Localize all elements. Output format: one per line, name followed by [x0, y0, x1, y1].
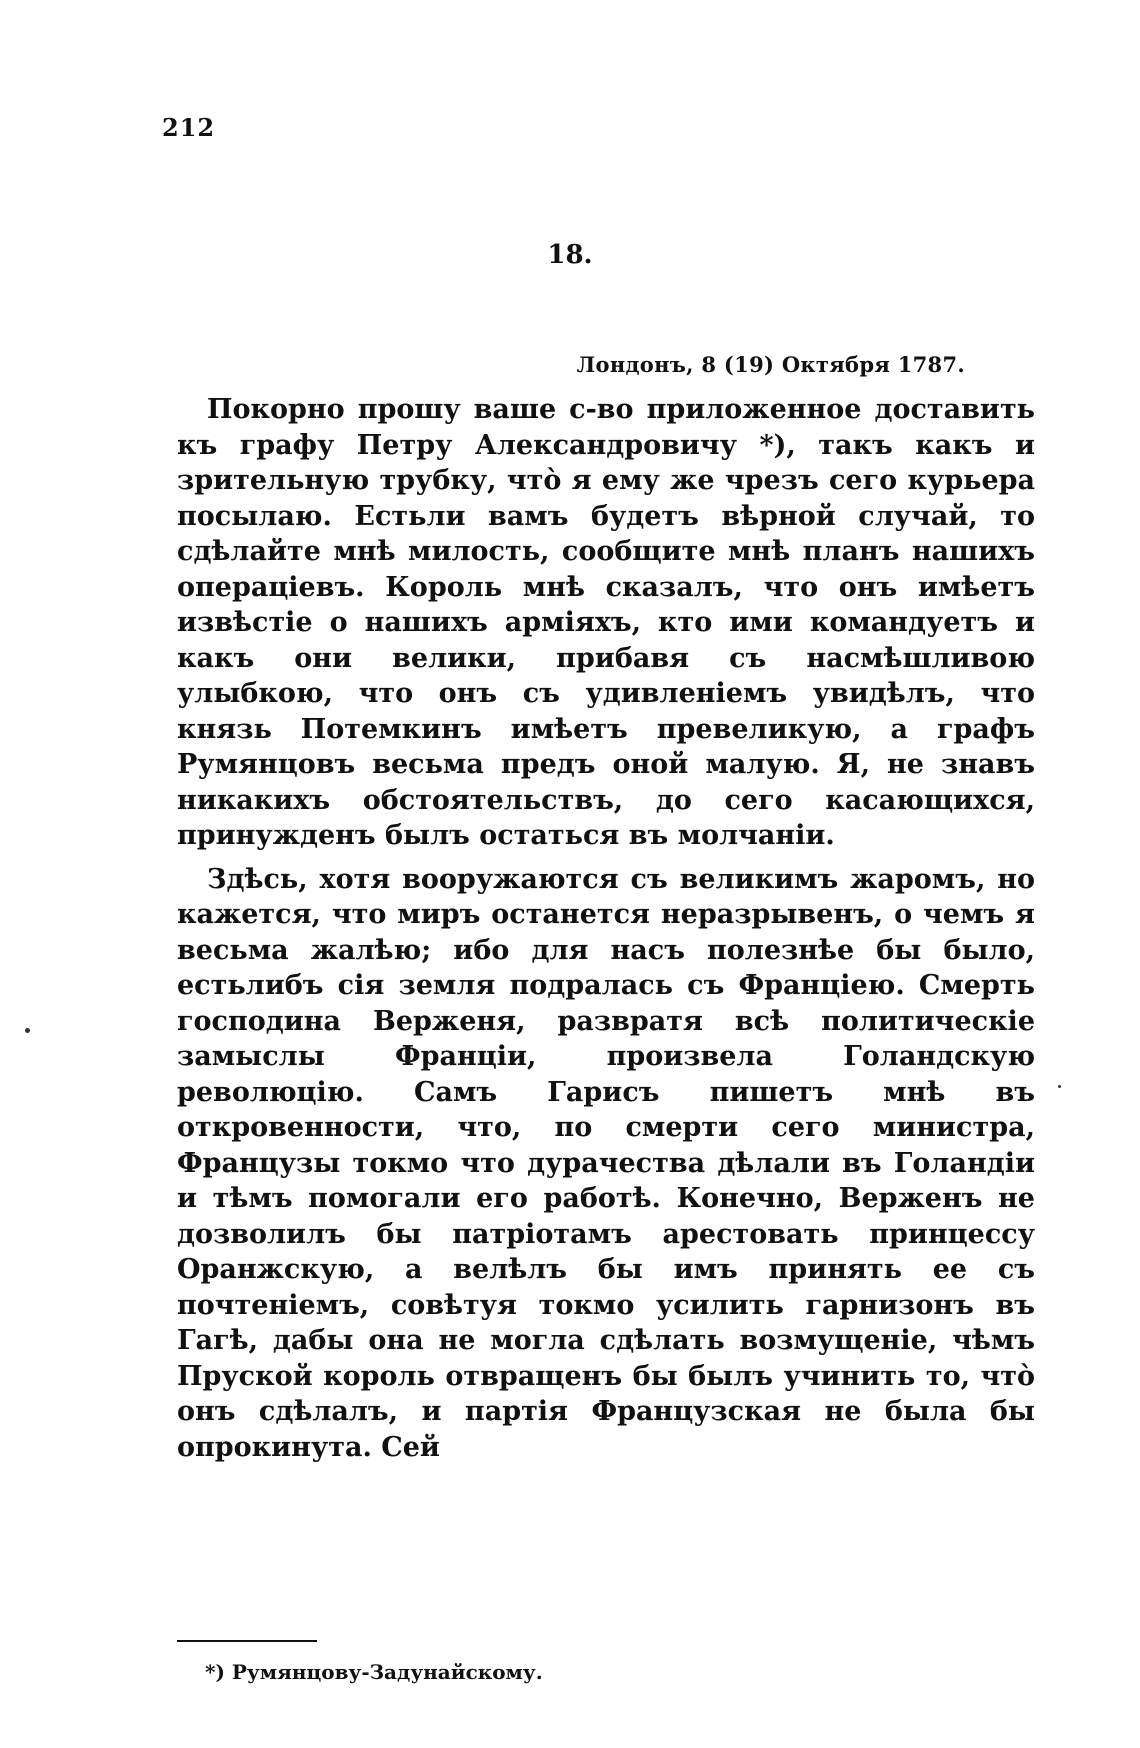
footnote-divider — [177, 1640, 317, 1642]
dateline: Лондонъ, 8 (19) Октября 1787. — [576, 352, 965, 377]
scan-speck — [1058, 1085, 1061, 1088]
footnote: *) Румянцову-Задунайскому. — [205, 1660, 543, 1684]
paragraph-2: Здѣсь, хотя вооружаются съ великимъ жаромъ, но кажется, что миръ останется неразрывенъ, о чемъ я весьма жалѣю; ибо для насъ полезнѣе бы было, естьлибъ сія земля подралась съ Франціею. Смерть господина Верженя, развратя всѣ политическіе замыслы Франціи, произвела Голандскую революцію. Самъ Гарисъ пишетъ мнѣ въ откровенности, что, по смерти сего министра, Французы токмо что дурачества дѣлали въ Голандіи и тѣмъ помогали его работѣ. Конечно, Верженъ не дозволилъ бы патріотамъ арестовать принцессу Оранжскую, а велѣлъ бы имъ принять ее съ почтеніемъ, совѣтуя токмо усилить гарнизонъ въ Гагѣ, дабы она не могла сдѣлать возмущеніе, чѣмъ Пруской король отвращенъ бы былъ учинить то, чтò онъ сдѣлалъ, и партія Французская не была бы опрокинута. Сей — [177, 863, 1035, 1463]
letter-number: 18. — [547, 240, 593, 270]
page-number: 212 — [162, 113, 216, 142]
scan-speck — [25, 1028, 30, 1033]
letter-body — [177, 392, 1035, 1465]
paragraph-1: Покорно прошу ваше с-во приложенное доставить къ графу Петру Александровичу *), такъ какъ и зрительную трубку, чтò я ему же чрезъ сего курьера посылаю. Естьли вамъ будетъ вѣрной случай, то сдѣлайте мнѣ милость, сообщите мнѣ планъ нашихъ операціевъ. Король мнѣ сказалъ, что онъ имѣетъ извѣстіе о нашихъ арміяхъ, кто ими командуетъ и какъ они велики, прибавя съ насмѣшливою улыбкою, что онъ съ удивленіемъ увидѣлъ, что князь Потемкинъ имѣетъ превеликую, а графъ Румянцовъ весьма предъ оной малую. Я, не знавъ никакихъ обстоятельствъ, до сего касающихся, принужденъ былъ остаться въ молчаніи. — [177, 394, 1035, 851]
